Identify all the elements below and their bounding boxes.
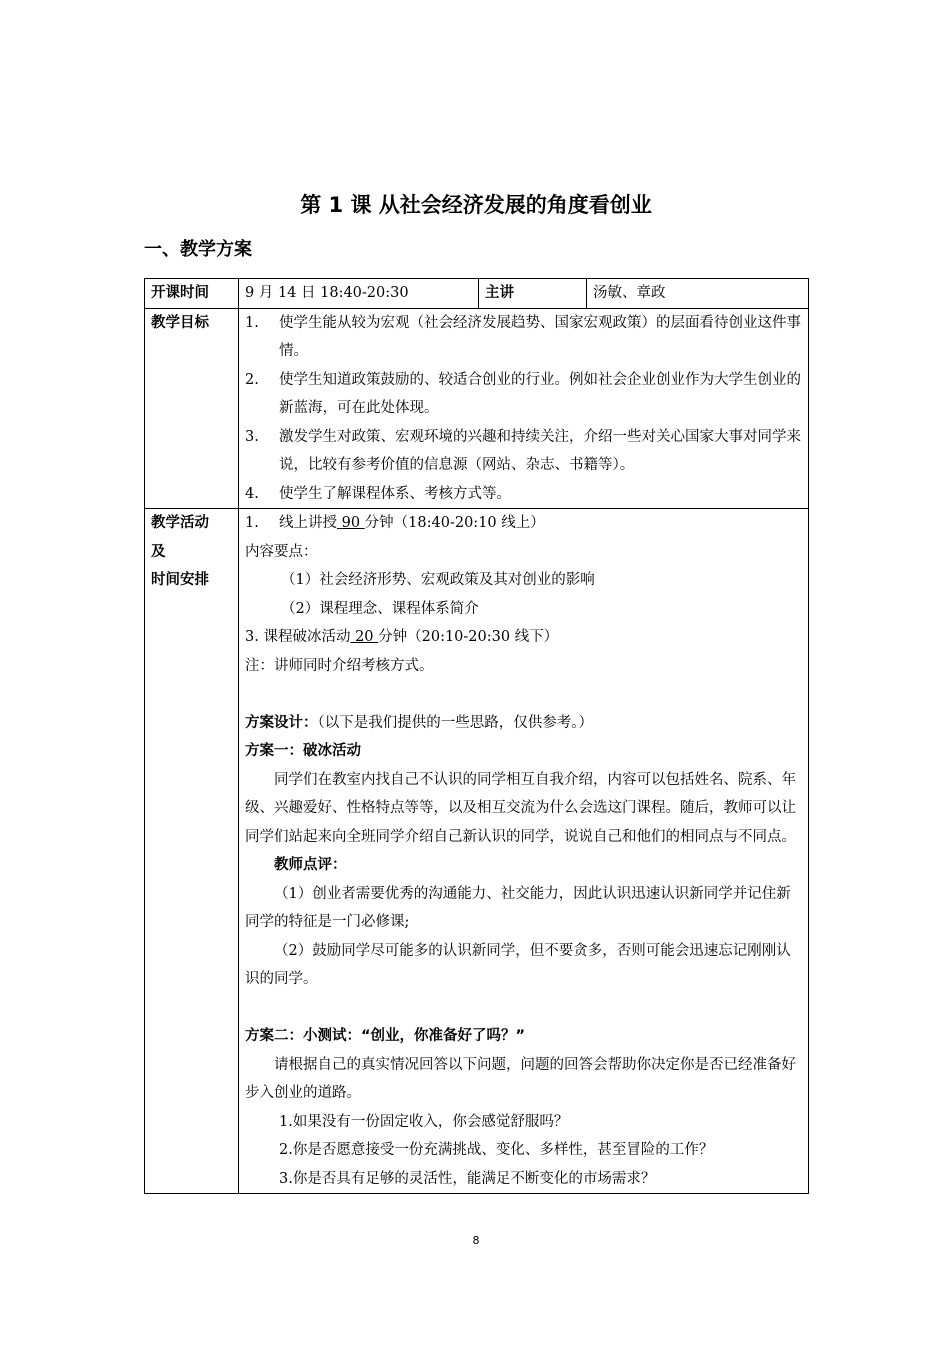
quiz-question: 3.你是否具有足够的灵活性，能满足不断变化的市场需求？	[279, 1170, 656, 1187]
lecturer-value: 汤敏、章政	[587, 279, 809, 309]
teaching-goals-cell	[239, 308, 809, 509]
lesson-plan-table	[144, 278, 809, 1194]
content-point: （1）社会经济形势、宏观政策及其对创业的影响	[281, 572, 595, 588]
content-point: （2）课程理念、课程体系简介	[281, 600, 479, 617]
table-row-time	[145, 279, 809, 309]
activities-cell	[239, 509, 809, 1194]
goal-item: 2. 使学生知道政策鼓励的、较适合创业的行业。例如社会企业创业作为大学生创业的新蓝海，可在此处体现。	[245, 371, 801, 416]
plan2-title: 方案二：小测试：“创业，你准备好了吗？”	[245, 1028, 526, 1044]
plan2-paragraph: 请根据自己的真实情况回答以下问题，问题的回答会帮助你决定你是否已经准备好步入创业的道路。	[245, 1056, 796, 1101]
label-lecturer: 主讲	[479, 279, 587, 309]
goal-item: 3. 激发学生对政策、宏观环境的兴趣和持续关注，介绍一些对关心国家大事对同学来说，比较有参考价值的信息源（网站、杂志、书籍等）。	[245, 428, 801, 473]
icebreaker-line: 3. 课程破冰活动 20 分钟（20:10-20:30 线下）	[245, 629, 559, 645]
table-row-activities	[145, 509, 809, 1194]
teacher-comment-label: 教师点评：	[274, 857, 347, 873]
section-heading: 一、教学方案	[144, 239, 252, 260]
page-title: 第 1 课 从社会经济发展的角度看创业	[300, 193, 652, 217]
note-line: 注：讲师同时介绍考核方式。	[245, 657, 434, 674]
plan1-title: 方案一：破冰活动	[245, 743, 361, 759]
plan-design-line: 方案设计：（以下是我们提供的一些思路，仅供参考。）	[245, 714, 593, 731]
teacher-comment: （2）鼓励同学尽可能多的认识新同学，但不要贪多，否则可能会迅速忘记刚刚认识的同学。	[245, 942, 791, 987]
class-time-value: 9 月 14 日 18:40-20:30	[239, 279, 479, 309]
goal-item: 4. 使学生了解课程体系、考核方式等。	[245, 485, 511, 502]
goal-item: 1. 使学生能从较为宏观（社会经济发展趋势、国家宏观政策）的层面看待创业这件事情。	[245, 314, 801, 359]
table-row-goals	[145, 308, 809, 509]
label-class-time: 开课时间	[145, 279, 239, 309]
label-teaching-goals: 教学目标	[145, 308, 239, 509]
label-activities: 教学活动 及 时间安排	[145, 509, 239, 1194]
page-number: 8	[472, 1234, 480, 1247]
plan1-paragraph: 同学们在教室内找自己不认识的同学相互自我介绍，内容可以包括姓名、院系、年级、兴趣爱好、性格特点等等，以及相互交流为什么会选这门课程。随后，教师可以让同学们站起来向全班同学介绍自己新认识的同学，说说自己和他们的相同点与不同点。	[245, 771, 796, 845]
online-lecture-line: 1. 线上讲授 90 分钟（18:40-20:10 线上）	[245, 515, 545, 531]
quiz-question: 2.你是否愿意接受一份充满挑战、变化、多样性，甚至冒险的工作？	[279, 1142, 714, 1158]
teacher-comment: （1）创业者需要优秀的沟通能力、社交能力，因此认识迅速认识新同学并记住新同学的特征是一门必修课;	[245, 885, 791, 930]
quiz-question: 1.如果没有一份固定收入，你会感觉舒服吗？	[279, 1113, 569, 1130]
content-points-label: 内容要点：	[245, 543, 318, 560]
